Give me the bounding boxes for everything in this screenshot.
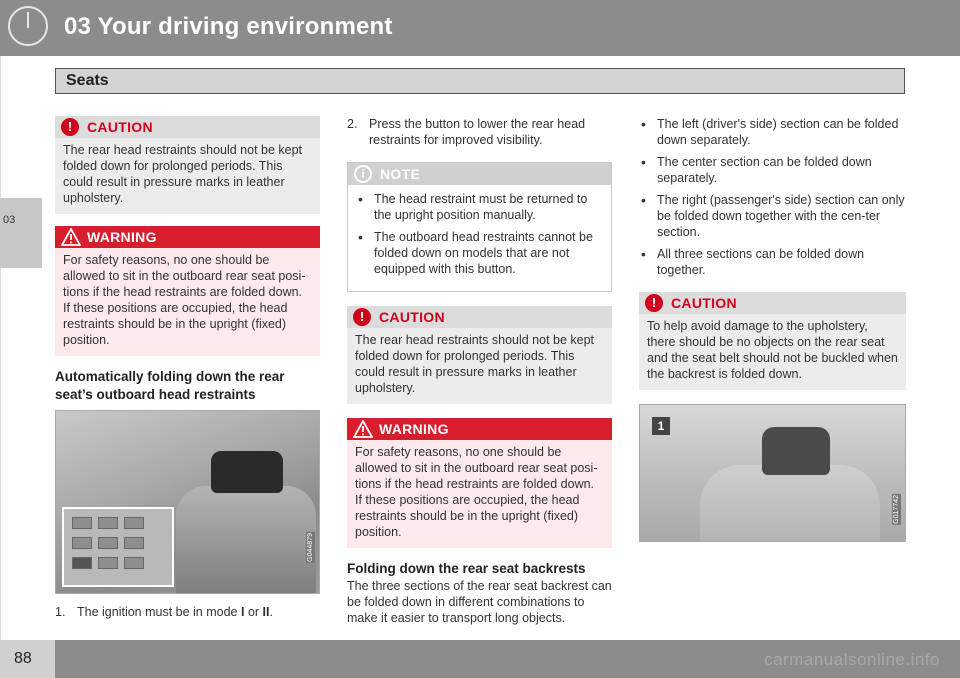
head-restraint	[211, 451, 283, 493]
fold-option: • The left (driver's side) section can be folded down separately.	[639, 116, 906, 148]
panel-button	[124, 537, 144, 549]
panel-button	[98, 557, 118, 569]
warning-box	[55, 226, 320, 356]
seat-backrest	[176, 486, 316, 594]
panel-button	[124, 517, 144, 529]
panel-button	[72, 537, 92, 549]
body-text: The three sections of the rear seat backrest can be folded down in different combinations to make it easier to transport long objects.	[347, 579, 612, 625]
caution-header	[347, 306, 612, 328]
step-text: The ignition must be in mode I or II.	[77, 605, 273, 619]
panel-button	[72, 517, 92, 529]
fold-option: • The right (passenger's side) section can only be folded down together with the cen-ter section.	[639, 192, 906, 240]
panel-button	[98, 517, 118, 529]
warning-triangle-icon	[61, 228, 81, 246]
footer-band	[0, 640, 960, 678]
warning-text: For safety reasons, no one should be allowed to sit in the outboard rear seat posi-tions if the head restraints are folded down. If these positions are occupied, the head restraints should be in the upright (fixed) position.	[63, 253, 306, 347]
note-list	[356, 191, 603, 277]
panel-button	[124, 557, 144, 569]
watermark: carmanualsonline.info	[764, 650, 940, 669]
step-number: 2.	[347, 117, 358, 131]
step-list	[347, 116, 612, 148]
page-number: 88	[14, 650, 32, 667]
caution-title: CAUTION	[379, 309, 445, 325]
chapter-title: 03 Your driving environment	[64, 13, 393, 40]
column-2	[347, 116, 612, 626]
caution-icon: !	[645, 294, 663, 312]
caution-title: CAUTION	[671, 295, 737, 311]
column-1	[55, 116, 320, 620]
heading-auto-fold: Automatically folding down the rear seat’s outboard head restraints	[55, 369, 285, 402]
warning-text: For safety reasons, no one should be allowed to sit in the outboard rear seat posi-tions if the head restraints are folded down. If these positions are occupied, the head restraints should be in the upright (fixed) position.	[355, 445, 598, 539]
caution-box	[55, 116, 320, 214]
info-icon: i	[354, 165, 372, 183]
chapter-tab	[0, 198, 42, 268]
caution-box	[639, 292, 906, 390]
head-restraint-photo	[55, 410, 320, 594]
side-rule	[0, 56, 1, 640]
heading-fold-backrests: Folding down the rear seat backrests	[347, 561, 586, 576]
note-item: • The outboard head restraints cannot be folded down on models that are not equipped with this button.	[356, 229, 603, 277]
note-box	[347, 162, 612, 292]
warning-header	[55, 226, 320, 248]
column-3	[639, 116, 906, 542]
fold-options-list	[639, 116, 906, 278]
note-item: • The head restraint must be returned to the upright position manually.	[356, 191, 603, 223]
caution-text: The rear head restraints should not be kept folded down for prolonged periods. This could result in pressure marks in leather upholstery.	[63, 143, 303, 205]
rear-seat-photo	[639, 404, 906, 542]
gauge-icon	[8, 6, 48, 46]
caution-text: The rear head restraints should not be kept folded down for prolonged periods. This could result in pressure marks in leather upholstery.	[355, 333, 595, 395]
warning-title: WARNING	[379, 421, 449, 437]
image-code: G044879	[307, 533, 314, 562]
step-number: 1.	[55, 605, 66, 619]
caution-header	[55, 116, 320, 138]
headrest-fold-button	[72, 557, 92, 569]
caution-icon: !	[353, 308, 371, 326]
caution-text: To help avoid damage to the upholstery, there should be no objects on the rear seat and the seat belt should not be buckled when the backrest is folded down.	[647, 319, 898, 381]
warning-header	[347, 418, 612, 440]
caution-header	[639, 292, 906, 314]
note-header	[348, 163, 611, 185]
figure-label: 1	[652, 417, 670, 435]
caution-title: CAUTION	[87, 119, 153, 135]
rear-backrest	[700, 465, 880, 542]
note-title: NOTE	[380, 166, 421, 182]
section-title: Seats	[66, 72, 109, 89]
caution-box	[347, 306, 612, 404]
control-panel-inset	[62, 507, 174, 587]
fold-option: • The center section can be folded down separately.	[639, 154, 906, 186]
step-1	[55, 604, 320, 620]
step-text: Press the button to lower the rear head restraints for improved visibility.	[369, 117, 586, 147]
panel-button	[98, 537, 118, 549]
image-code: G017742	[893, 495, 900, 524]
center-head-restraint	[762, 427, 830, 475]
header-band	[0, 0, 960, 56]
warning-triangle-icon	[353, 420, 373, 438]
page-number-box	[0, 640, 55, 678]
section-bar	[55, 68, 905, 94]
fold-option: • All three sections can be folded down together.	[639, 246, 906, 278]
step-2	[347, 116, 612, 148]
chapter-tab-label: 03	[3, 214, 16, 226]
step-list	[55, 604, 320, 620]
warning-box	[347, 418, 612, 548]
warning-title: WARNING	[87, 229, 157, 245]
caution-icon: !	[61, 118, 79, 136]
